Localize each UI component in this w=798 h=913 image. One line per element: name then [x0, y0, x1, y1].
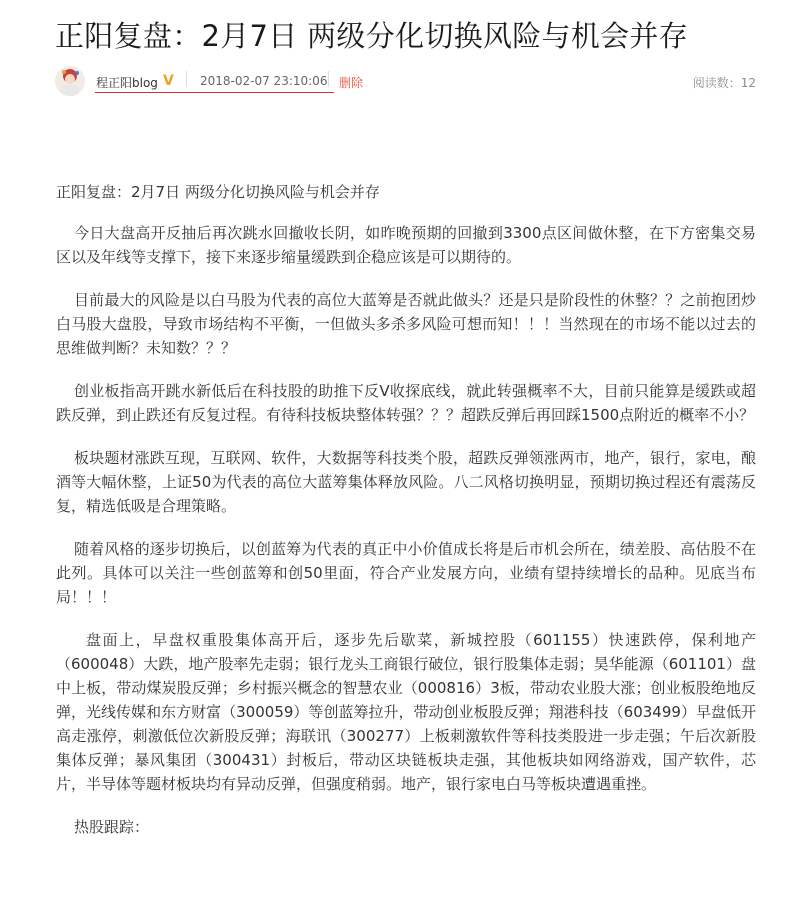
body-paragraph: 创业板指高开跳水新低后在科技股的助推下反V收探底线，就此转强概率不大，目前只能算是缓跌或超跌反弹，到止跌还有反复过程。有待科技板块整体转强？？？超跌反弹后再回踩1500点附近的概率不小？ [56, 382, 756, 424]
article-subtitle: 正阳复盘：2月7日 两级分化切换风险与机会并存 [56, 183, 380, 201]
body-paragraph: 今日大盘高开反抽后再次跳水回撤收长阴，如昨晚预期的回撤到3300点区间做休整，在下方密集交易区以及年线等支撑下，接下来逐步缩量缓跌到企稳应该是可以期待的。 [56, 224, 756, 266]
article-title: 正阳复盘：2月7日 两级分化切换风险与机会并存 [55, 19, 689, 53]
author-avatar[interactable] [55, 66, 85, 96]
meta-divider [186, 71, 187, 87]
meta-underline [95, 92, 334, 93]
avatar-image-icon [55, 66, 85, 96]
market-summary-paragraph: 盘面上，早盘权重股集体高开后，逐步先后歇菜，新城控股（601155）快速跌停，保利地产（600048）大跌，地产股率先走弱；银行龙头工商银行破位，银行股集体走弱；昊华能源（601101）盘中上板，带动煤炭股反弹；乡村振兴概念的智慧农业（000816）3板，带动农业股大涨；创业板股绝地反弹，光线传媒和东方财富（300059）等创蓝筹拉升，带动创业板股反弹；翔港科技（603499）早盘低开高走涨停，刺激低位次新股反弹；海联讯（300277）上板刺激软件等科技类股进一步走强；午后次新股集体反弹；暴风集团（300431）封板后，带动区块链板块走强，其他板块如网络游戏，国产软件，芯片，半导体等题材板块均有异动反弹，但强度稍弱。地产，银行家电白马等板块遭遇重挫。 [56, 631, 756, 793]
author-name-link[interactable]: 程正阳blog [96, 76, 158, 90]
article-body [56, 180, 756, 839]
article-meta-bar [55, 64, 758, 98]
hot-stocks-heading: 热股跟踪： [74, 818, 150, 836]
publish-date: 2018-02-07 23:10:06 [200, 74, 328, 88]
delete-link[interactable]: 删除 [339, 76, 364, 90]
body-paragraph: 随着风格的逐步切换后，以创蓝筹为代表的真正中小价值成长将是后市机会所在，绩差股、高估股不在此列。具体可以关注一些创蓝筹和创50里面，符合产业发展方向，业绩有望持续增长的品种。见底当布局！！！ [56, 540, 756, 606]
body-paragraph: 板块题材涨跌互现，互联网、软件，大数据等科技类个股，超跌反弹领涨两市，地产，银行，家电，酿酒等大幅休整，上证50为代表的高位大蓝筹集体释放风险。八二风格切换明显，预期切换过程还有震荡反复，精选低吸是合理策略。 [56, 449, 756, 515]
meta-divider [328, 71, 329, 87]
read-count: 阅读数：12 [692, 76, 756, 90]
verified-badge-icon: V [163, 73, 174, 89]
body-paragraph: 目前最大的风险是以白马股为代表的高位大蓝筹是否就此做头？还是只是阶段性的休整？？之前抱团炒白马股大盘股，导致市场结构不平衡，一但做头多杀多风险可想而知！！！当然现在的市场不能以过去的思维做判断？未知数？？？ [56, 291, 756, 357]
